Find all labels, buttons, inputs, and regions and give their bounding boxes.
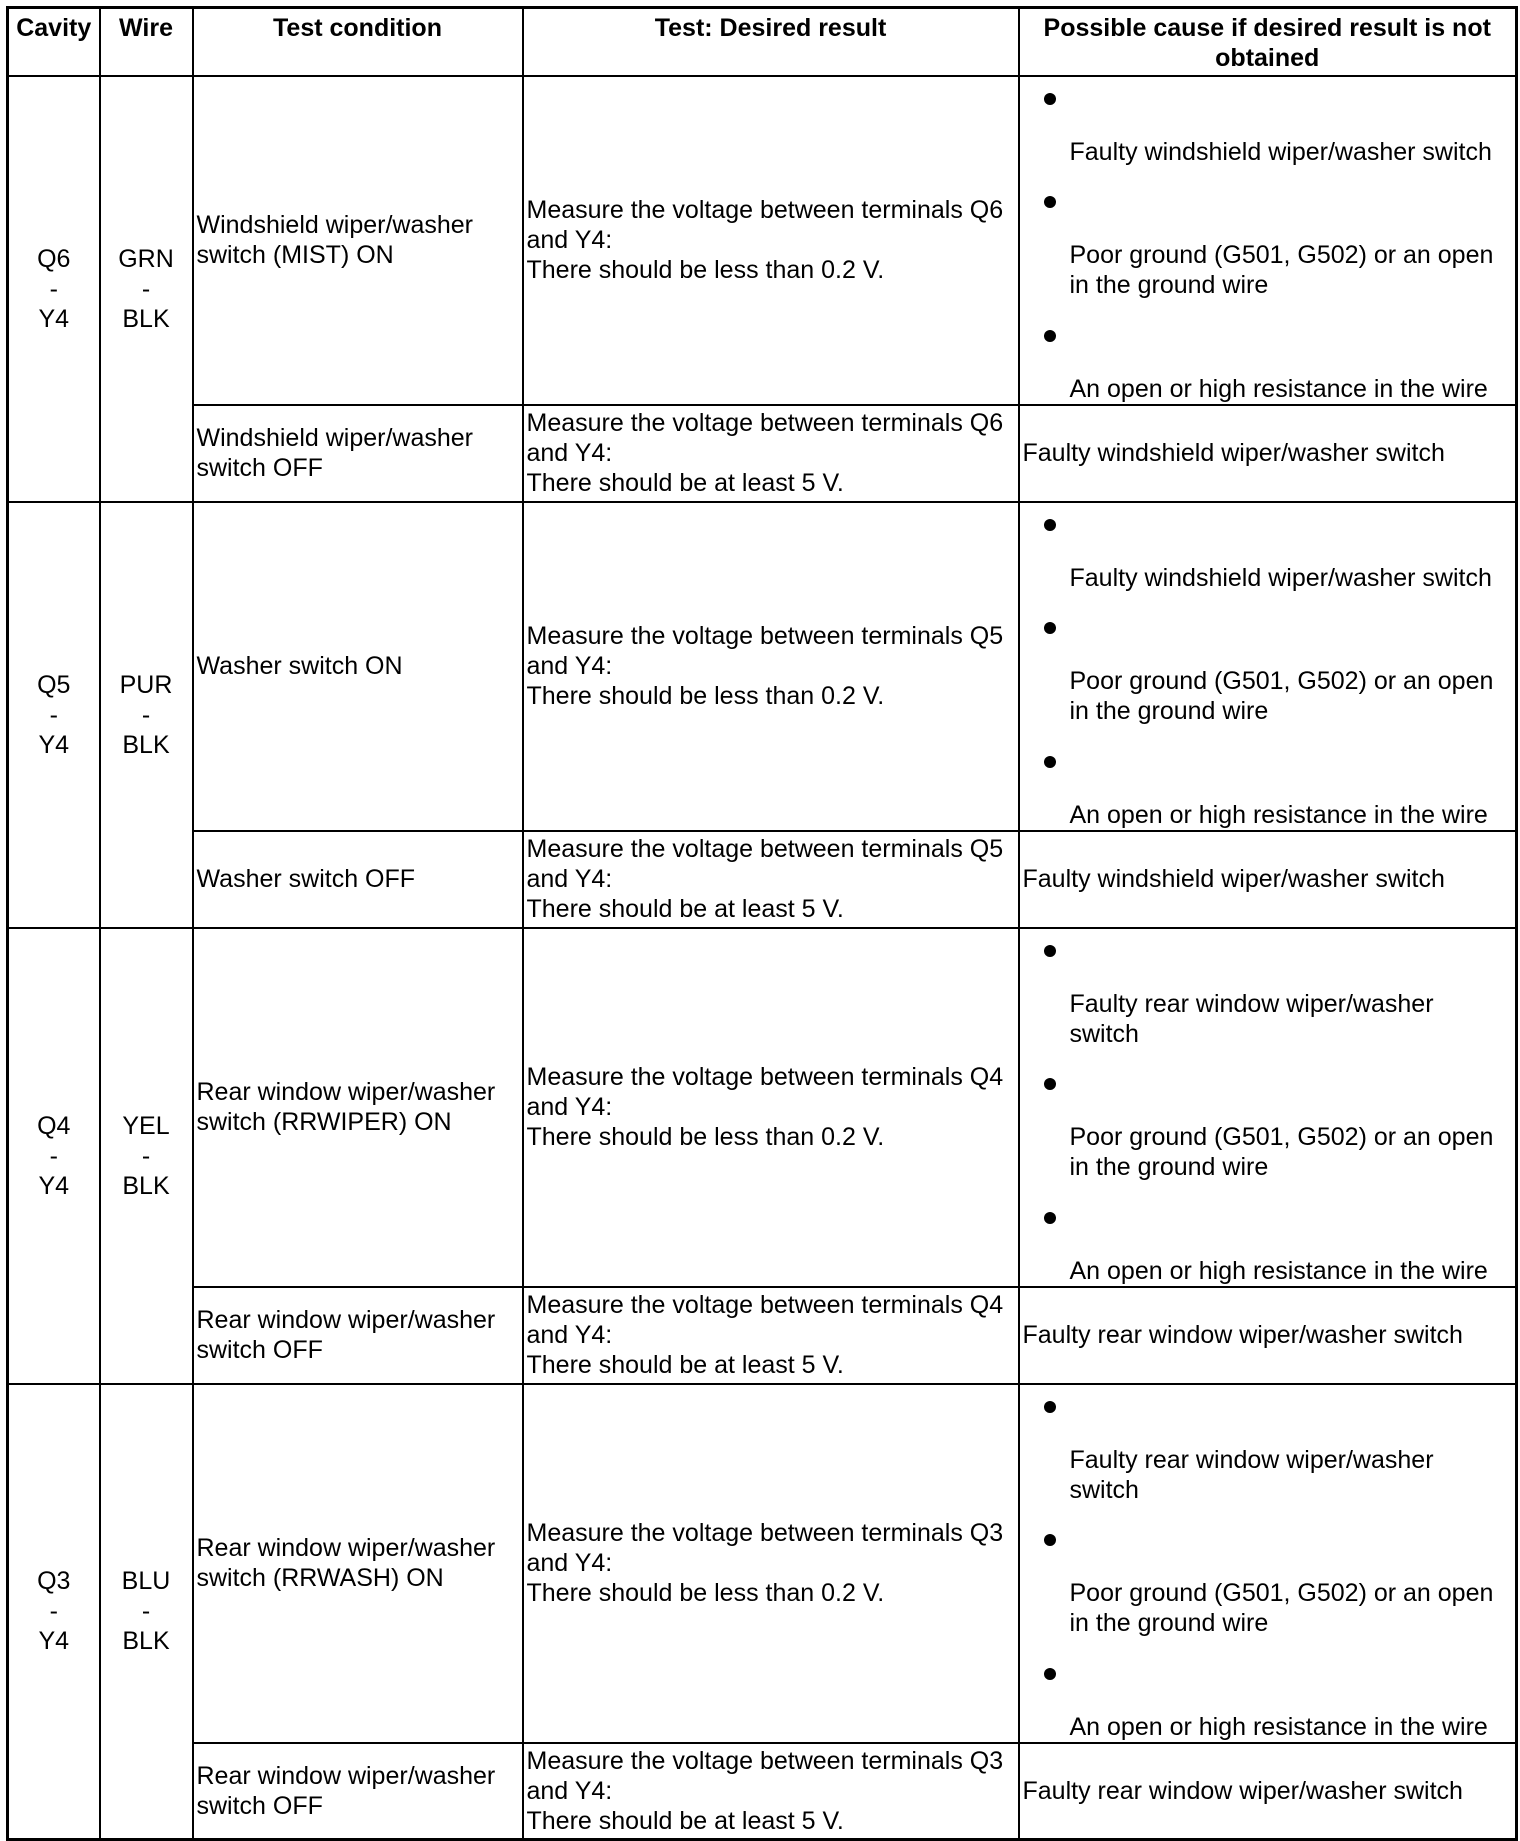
bullet-icon xyxy=(1044,1668,1056,1680)
possible-cause-cell xyxy=(1019,1384,1517,1743)
header-test-condition: Test condition xyxy=(193,8,523,76)
cause-item: Poor ground (G501, G502) or an open in the ground wire xyxy=(1040,614,1502,726)
table-row xyxy=(8,1384,1517,1743)
cavity-cell: Q4 - Y4 xyxy=(8,928,100,1384)
test-condition-cell: Rear window wiper/washer switch (RRWASH) ON xyxy=(193,1384,523,1743)
desired-result-cell: Measure the voltage between terminals Q4 and Y4: There should be less than 0.2 V. xyxy=(523,928,1019,1287)
bullet-icon xyxy=(1044,519,1056,531)
bullet-icon xyxy=(1044,1078,1056,1090)
header-desired-result: Test: Desired result xyxy=(523,8,1019,76)
desired-result-cell: Measure the voltage between terminals Q3 and Y4: There should be less than 0.2 V. xyxy=(523,1384,1019,1743)
table-row xyxy=(8,1287,1517,1384)
wire-cell: YEL - BLK xyxy=(100,928,193,1384)
table-row xyxy=(8,76,1517,405)
cavity-cell: Q6 - Y4 xyxy=(8,76,100,502)
bullet-icon xyxy=(1044,330,1056,342)
test-condition-cell: Windshield wiper/washer switch OFF xyxy=(193,405,523,502)
cavity-cell: Q5 - Y4 xyxy=(8,502,100,928)
test-condition-cell: Washer switch OFF xyxy=(193,831,523,928)
table-row xyxy=(8,831,1517,928)
desired-result-cell: Measure the voltage between terminals Q4 and Y4: There should be at least 5 V. xyxy=(523,1287,1019,1384)
possible-cause-cell xyxy=(1019,76,1517,405)
header-wire: Wire xyxy=(100,8,193,76)
bullet-icon xyxy=(1044,196,1056,208)
bullet-icon xyxy=(1044,756,1056,768)
possible-cause-cell: Faulty rear window wiper/washer switch xyxy=(1019,1743,1517,1840)
table-row xyxy=(8,1743,1517,1840)
possible-cause-cell: Faulty windshield wiper/washer switch xyxy=(1019,405,1517,502)
bullet-icon xyxy=(1044,1534,1056,1546)
desired-result-cell: Measure the voltage between terminals Q3 and Y4: There should be at least 5 V. xyxy=(523,1743,1019,1840)
desired-result-cell: Measure the voltage between terminals Q5 and Y4: There should be less than 0.2 V. xyxy=(523,502,1019,831)
possible-cause-cell: Faulty rear window wiper/washer switch xyxy=(1019,1287,1517,1384)
wire-cell: GRN - BLK xyxy=(100,76,193,502)
desired-result-cell: Measure the voltage between terminals Q5 and Y4: There should be at least 5 V. xyxy=(523,831,1019,928)
desired-result-cell: Measure the voltage between terminals Q6 and Y4: There should be at least 5 V. xyxy=(523,405,1019,502)
possible-cause-cell: Faulty windshield wiper/washer switch xyxy=(1019,831,1517,928)
table-row xyxy=(8,928,1517,1287)
wire-cell: BLU - BLK xyxy=(100,1384,193,1840)
bullet-icon xyxy=(1044,622,1056,634)
cause-item: Faulty windshield wiper/washer switch xyxy=(1040,511,1502,593)
cause-item: Faulty rear window wiper/washer switch xyxy=(1040,1393,1502,1505)
cause-item: An open or high resistance in the wire xyxy=(1040,322,1502,404)
bullet-icon xyxy=(1044,93,1056,105)
header-cavity: Cavity xyxy=(8,8,100,76)
bullet-icon xyxy=(1044,945,1056,957)
test-table xyxy=(6,6,1518,1841)
test-condition-cell: Windshield wiper/washer switch (MIST) ON xyxy=(193,76,523,405)
table-row xyxy=(8,502,1517,831)
table-row xyxy=(8,405,1517,502)
header-row xyxy=(8,8,1517,76)
bullet-icon xyxy=(1044,1212,1056,1224)
cause-item: Faulty rear window wiper/washer switch xyxy=(1040,937,1502,1049)
test-condition-cell: Rear window wiper/washer switch (RRWIPER) ON xyxy=(193,928,523,1287)
cause-item: An open or high resistance in the wire xyxy=(1040,1660,1502,1742)
header-possible-cause: Possible cause if desired result is not obtained xyxy=(1019,8,1517,76)
cause-item: Faulty windshield wiper/washer switch xyxy=(1040,85,1502,167)
cause-item: Poor ground (G501, G502) or an open in the ground wire xyxy=(1040,1526,1502,1638)
cause-item: Poor ground (G501, G502) or an open in the ground wire xyxy=(1040,188,1502,300)
possible-cause-cell xyxy=(1019,928,1517,1287)
cause-item: An open or high resistance in the wire xyxy=(1040,748,1502,830)
possible-cause-cell xyxy=(1019,502,1517,831)
test-condition-cell: Washer switch ON xyxy=(193,502,523,831)
cause-item: An open or high resistance in the wire xyxy=(1040,1204,1502,1286)
test-condition-cell: Rear window wiper/washer switch OFF xyxy=(193,1287,523,1384)
desired-result-cell: Measure the voltage between terminals Q6 and Y4: There should be less than 0.2 V. xyxy=(523,76,1019,405)
bullet-icon xyxy=(1044,1401,1056,1413)
cavity-cell: Q3 - Y4 xyxy=(8,1384,100,1840)
cause-item: Poor ground (G501, G502) or an open in the ground wire xyxy=(1040,1070,1502,1182)
test-condition-cell: Rear window wiper/washer switch OFF xyxy=(193,1743,523,1840)
wire-cell: PUR - BLK xyxy=(100,502,193,928)
